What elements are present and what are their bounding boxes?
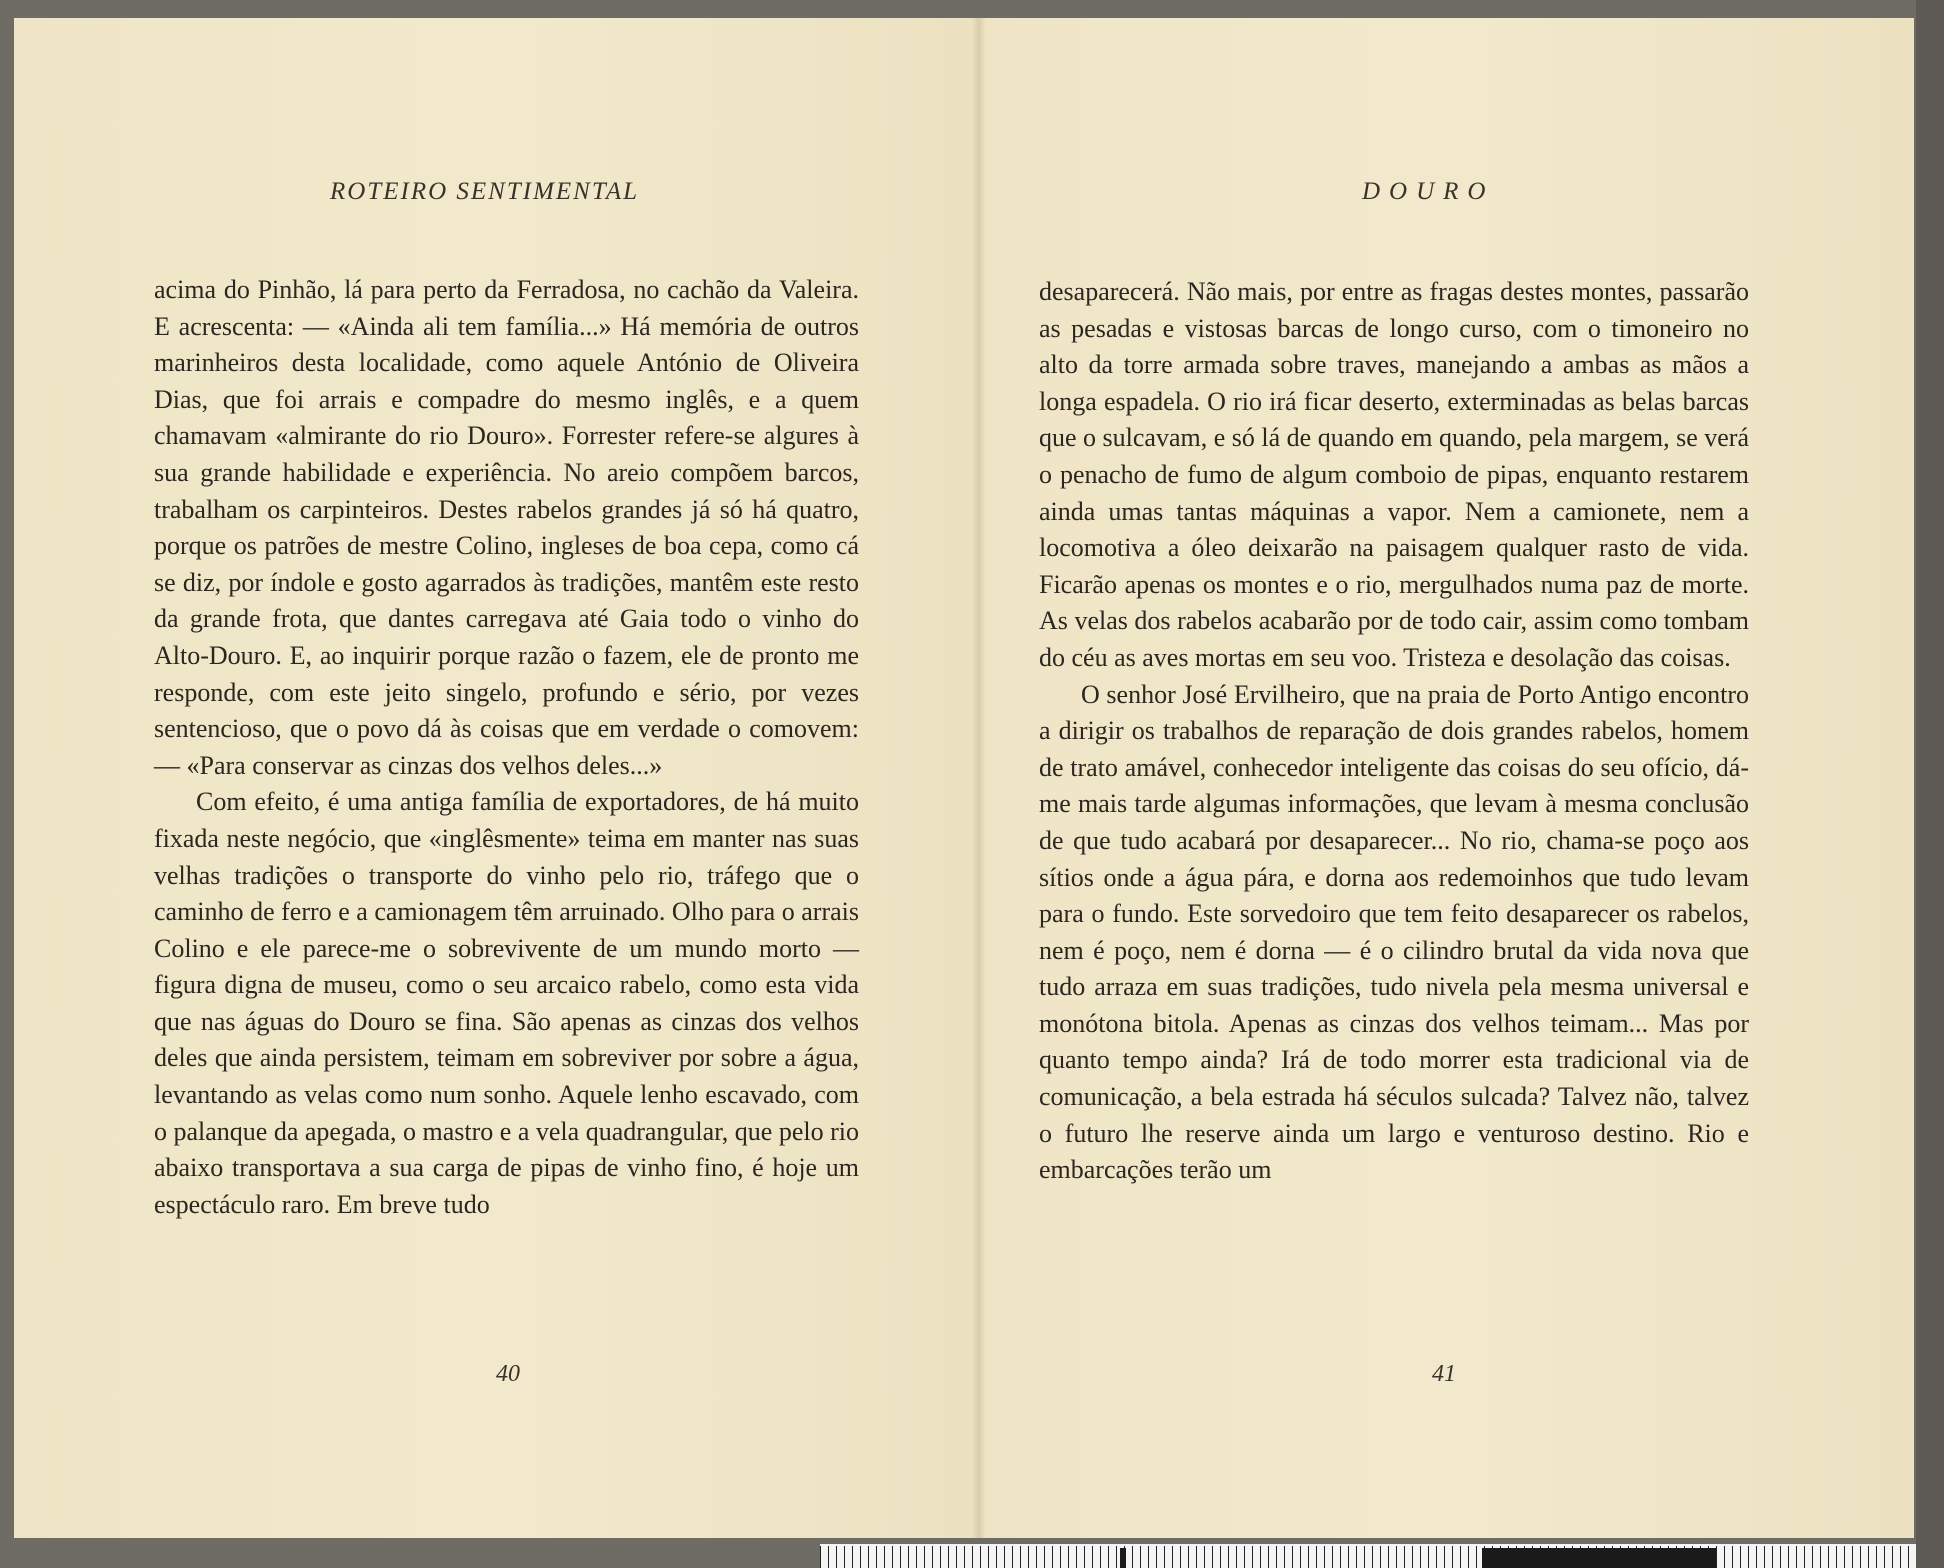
left-page [14, 18, 979, 1538]
scale-ruler [820, 1544, 1916, 1568]
left-paragraph-2: Com efeito, é uma antiga família de exportadores, de há muito fixada neste negócio, que «inglêsmente» teima em manter nas suas velhas tradições o transporte do vinho pelo rio, tráfego que o caminho de ferro e a camionagem têm arruinado. Olho para o arrais Colino e ele parece-me o sobrevivente de um mundo morto — figura digna de museu, como o seu arcaico rabelo, como esta vida que nas águas do Douro se fina. São apenas as cinzas dos velhos deles que ainda persistem, teimam em sobreviver por sobre a água, levantando as velas como num sonho. Aquele lenho escavado, com o palanque da apegada, o mastro e a vela quadrangular, que pelo rio abaixo transportava a sua carga de pipas de vinho fino, é hoje um espectáculo raro. Em breve tudo [154, 787, 859, 1219]
right-paragraph-1: desaparecerá. Não mais, por entre as fragas destes montes, passarão as pesadas e vistosas barcas de longo curso, com o timoneiro no alto da torre armada sobre traves, manejando a ambas as mãos a longa espadela. O rio irá ficar deserto, exterminadas as belas barcas que o sulcavam, e só lá de quando em quando, pela margem, se verá o penacho de fumo de algum comboio de pipas, enquanto restarem ainda umas tantas máquinas a vapor. Nem a camionete, nem a locomotiva a óleo deixarão na paisagem qualquer rasto de vida. Ficarão apenas os montes e o rio, mergulhados numa paz de morte. As velas dos rabelos acabarão por de todo cair, assim como tombam do céu as aves mortas em seu voo. Tristeza e desolação das coisas. [1039, 277, 1749, 672]
scan-edge [1916, 0, 1944, 1568]
ruler-black-block [1482, 1548, 1716, 1568]
right-running-head: DOURO [1362, 178, 1495, 205]
book-spread [14, 18, 1914, 1538]
right-page [979, 18, 1914, 1538]
left-running-head: ROTEIRO SENTIMENTAL [330, 178, 640, 205]
ruler-mark [1120, 1548, 1126, 1568]
book-gutter [972, 18, 986, 1538]
left-body-text [154, 272, 859, 1223]
left-paragraph-1: acima do Pinhão, lá para perto da Ferradosa, no cachão da Valeira. E acrescenta: — «Ainda ali tem família...» Há memória de outros marinheiros desta localidade, como aquele António de Oliveira Dias, que foi arrais e compadre do mesmo inglês, e a quem chamavam «almirante do rio Douro». Forrester refere-se algures à sua grande habilidade e experiência. No areio compõem barcos, trabalham os carpinteiros. Destes rabelos grandes já só há quatro, porque os patrões de mestre Colino, ingleses de boa cepa, como cá se diz, por índole e gosto agarrados às tradições, mantêm este resto da grande frota, que dantes carregava até Gaia todo o vinho do Alto-Douro. E, ao inquirir porque razão o fazem, ele de pronto me responde, com este jeito singelo, profundo e sério, por vezes sentencioso, que o povo dá às coisas que em verdade o comovem: — «Para conservar as cinzas dos velhos deles...» [154, 275, 859, 780]
left-page-number: 40 [496, 1361, 520, 1387]
right-paragraph-2: O senhor José Ervilheiro, que na praia de Porto Antigo encontro a dirigir os trabalhos de reparação de dois grandes rabelos, homem de trato amável, conhecedor inteligente das coisas do seu ofício, dá-me mais tarde algumas informações, que levam à mesma conclusão de que tudo acabará por desaparecer... No rio, chama-se poço aos sítios onde a água pára, e dorna aos redemoinhos que tudo levam para o fundo. Este sorvedoiro que tem feito desaparecer os rabelos, nem é poço, nem é dorna — é o cilindro brutal da vida nova que tudo arraza em suas tradições, tudo nivela pela mesma universal e monótona bitola. Apenas as cinzas dos velhos teimam... Mas por quanto tempo ainda? Irá de todo morrer esta tradicional via de comunicação, a bela estrada há séculos sulcada? Talvez não, talvez o futuro lhe reserve ainda um largo e venturoso destino. Rio e embarcações terão um [1039, 679, 1749, 1185]
right-body-text [1039, 274, 1749, 1189]
right-page-number: 41 [1432, 1361, 1456, 1387]
